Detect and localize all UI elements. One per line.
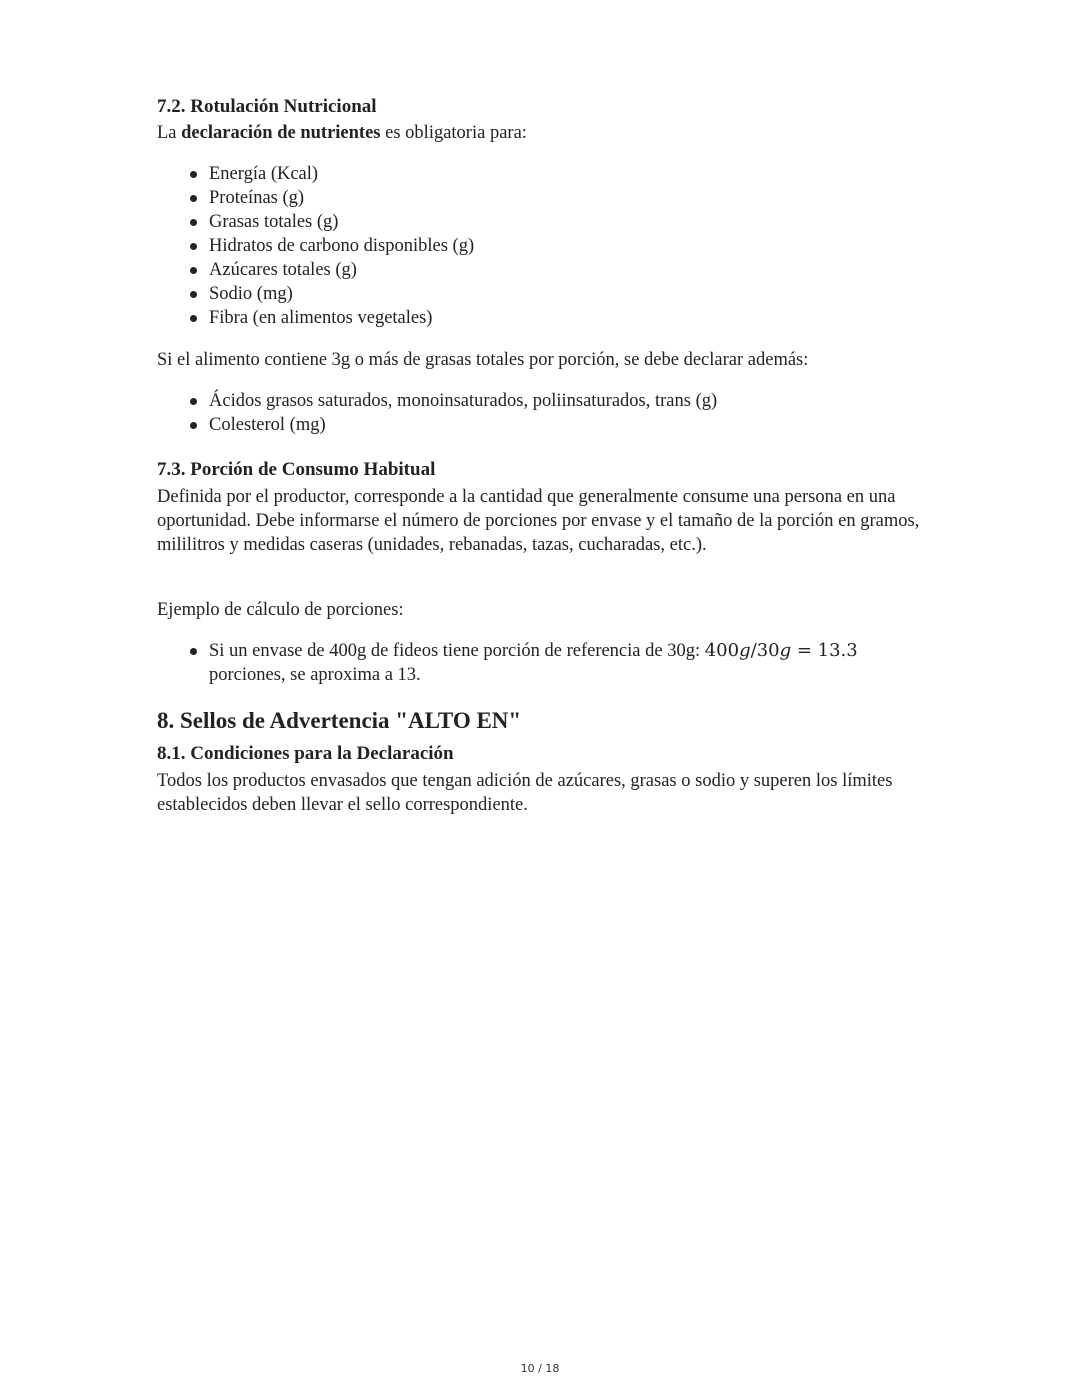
- list-item: Energía (Kcal): [157, 162, 927, 186]
- example-text: porciones, se aproxima a 13.: [209, 665, 421, 685]
- section-heading-7-2: 7.2. Rotulación Nutricional: [157, 96, 377, 117]
- portion-definition: Definida por el productor, corresponde a la cantidad que generalmente consume una persona en una oportunidad. Debe informarse el número de porciones por envase y el tamaño de la porción en gramos, mililitros y medidas caseras (unidades, rebanadas, tazas, cucharadas, etc.).: [157, 487, 920, 555]
- extra-intro: Si el alimento contiene 3g o más de grasas totales por porción, se debe declarar además:: [157, 350, 809, 370]
- section-heading-8-1: 8.1. Condiciones para la Declaración: [157, 743, 454, 764]
- list-item: Azúcares totales (g): [157, 258, 927, 282]
- list-item: Hidratos de carbono disponibles (g): [157, 234, 927, 258]
- nutrients-intro: [157, 121, 927, 145]
- extra-nutrient-list: [157, 389, 927, 437]
- list-item: [157, 639, 917, 687]
- math-part: /30: [750, 640, 780, 661]
- list-item: Sodio (mg): [157, 282, 927, 306]
- list-item: Ácidos grasos saturados, monoinsaturados, poliinsaturados, trans (g): [157, 389, 927, 413]
- nutrient-list: [157, 162, 927, 330]
- conditions-body: Todos los productos envasados que tengan adición de azúcares, grasas o sodio y superen los límites establecidos deben llevar el sello correspondiente.: [157, 771, 893, 815]
- example-intro: Ejemplo de cálculo de porciones:: [157, 600, 404, 620]
- list-item: Fibra (en alimentos vegetales): [157, 306, 927, 330]
- intro-bold: declaración de nutrientes: [181, 123, 381, 143]
- page-number: 10 / 18: [520, 1362, 560, 1375]
- math-part: g: [779, 640, 792, 661]
- math-part: = 13.3: [791, 640, 858, 661]
- list-item: Colesterol (mg): [157, 413, 927, 437]
- math-part: 400: [704, 640, 740, 661]
- list-item: Grasas totales (g): [157, 210, 927, 234]
- math-part: g: [739, 640, 751, 661]
- intro-text: La: [157, 123, 182, 143]
- intro-text: es obligatoria para:: [380, 123, 527, 143]
- math-formula: [705, 640, 858, 661]
- section-heading-7-3: 7.3. Porción de Consumo Habitual: [157, 459, 436, 480]
- list-item: Proteínas (g): [157, 186, 927, 210]
- section-heading-8: 8. Sellos de Advertencia "ALTO EN": [157, 708, 522, 733]
- example-text: Si un envase de 400g de fideos tiene porción de referencia de 30g:: [209, 641, 705, 661]
- example-list: [157, 639, 917, 687]
